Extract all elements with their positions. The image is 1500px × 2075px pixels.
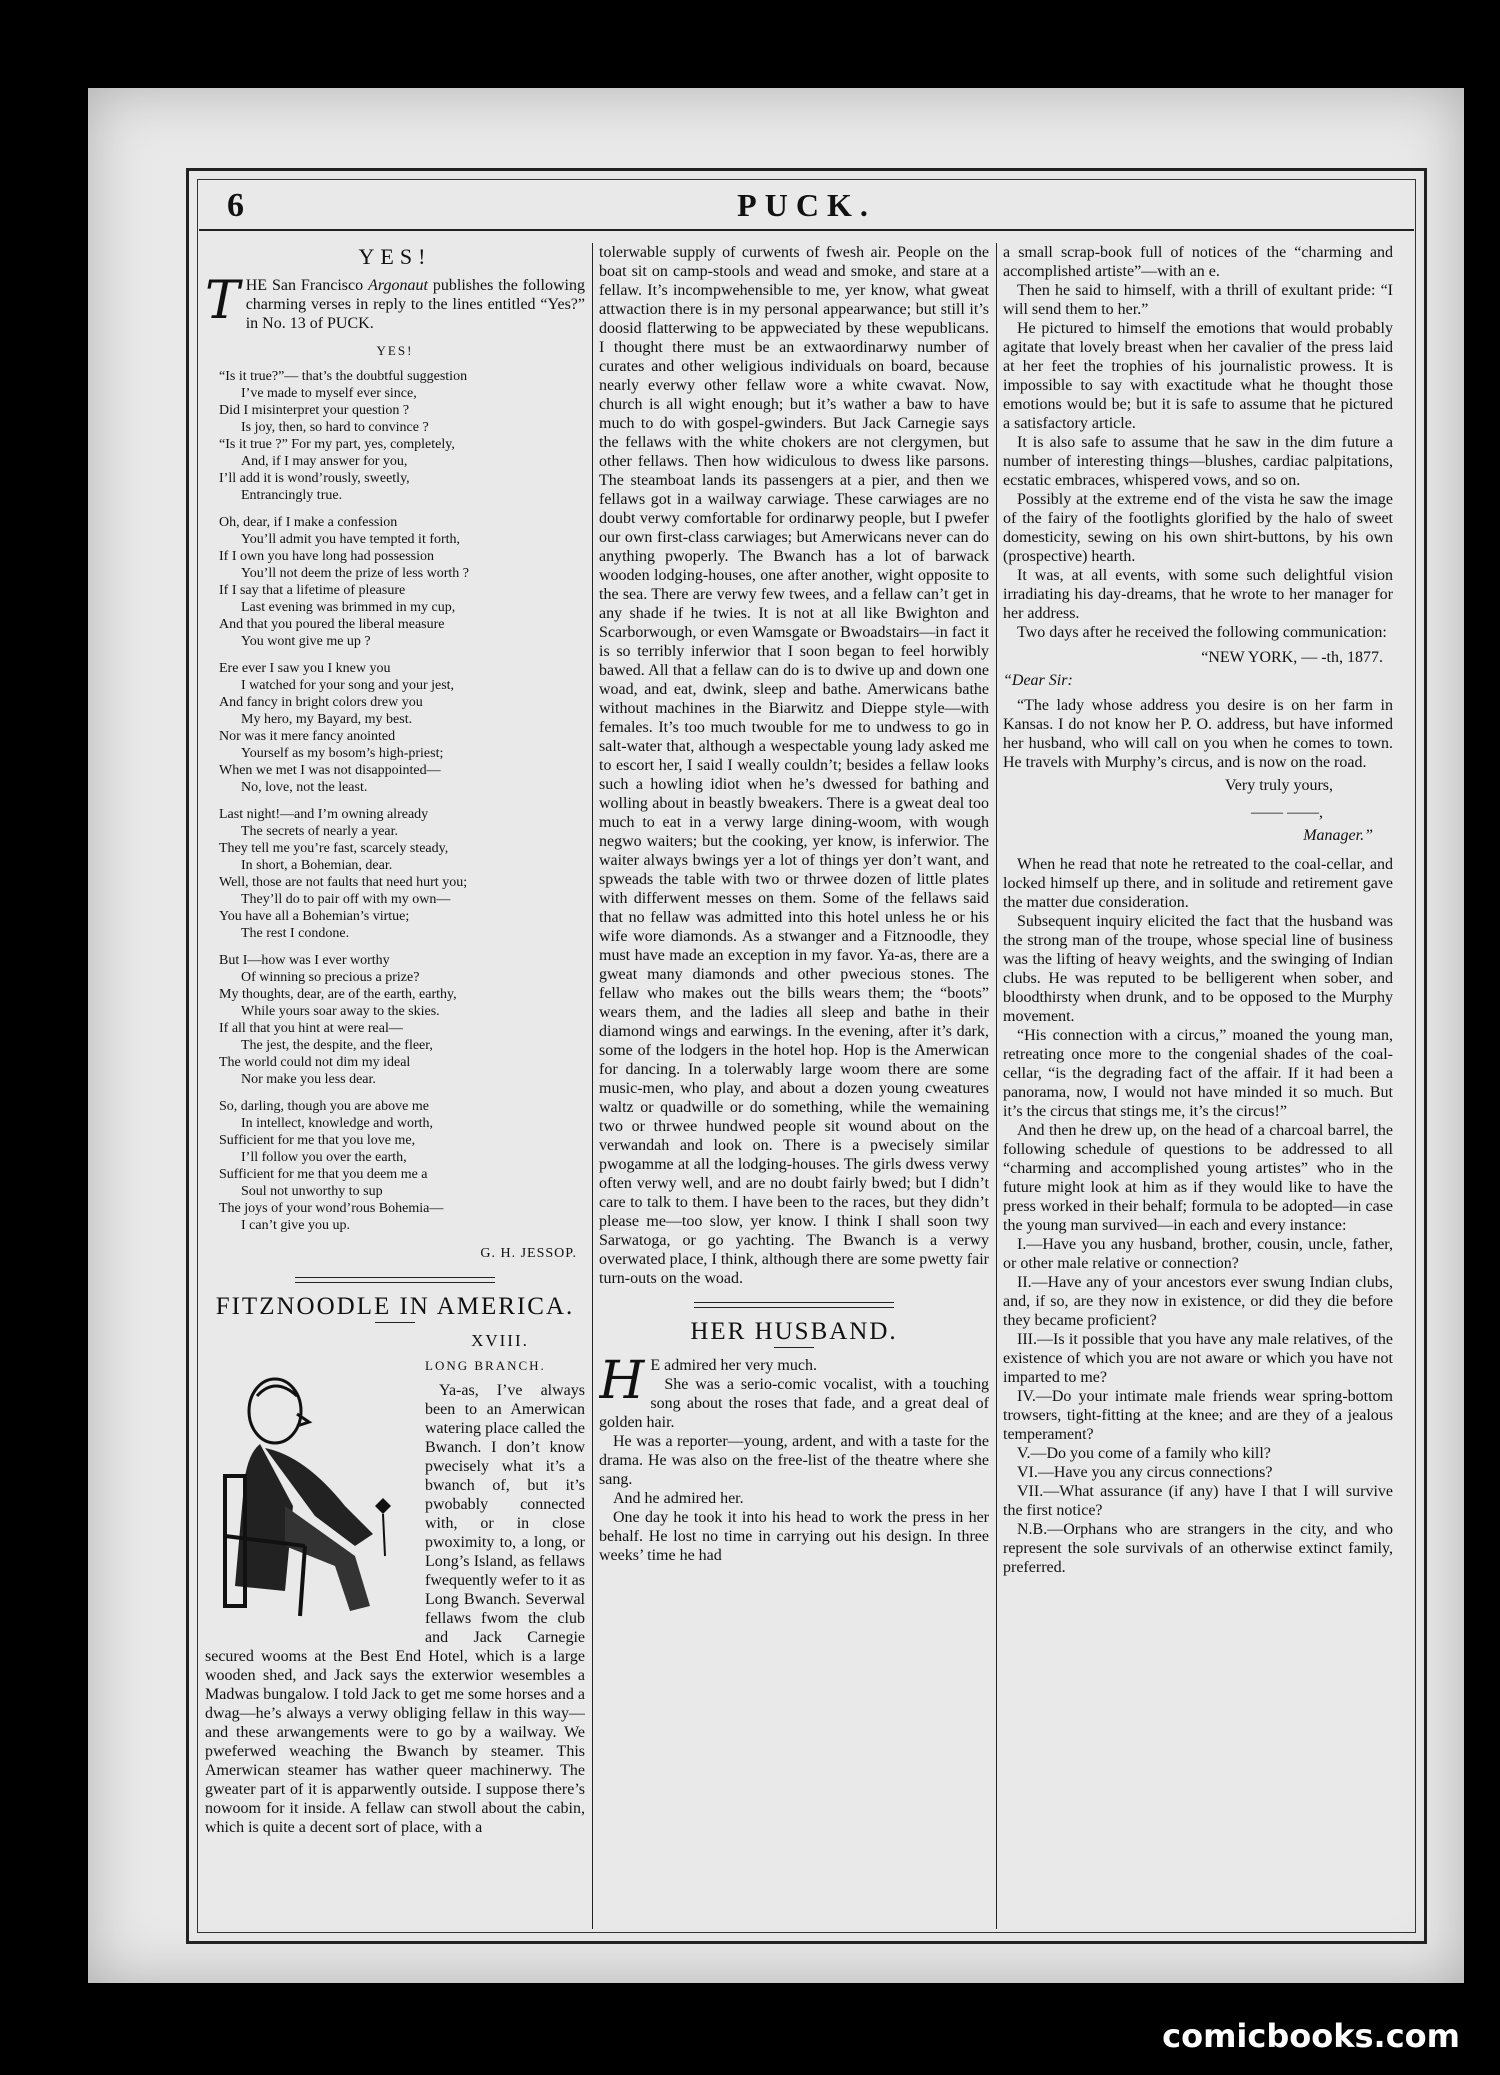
poem-title: YES! — [376, 343, 414, 358]
question-item: III.—Is it possible that you have any male relatives, of the existence of which you are not aware or which you have not imparted to me? — [1003, 1331, 1393, 1386]
poem-line: And, if I may answer for you, — [241, 454, 408, 469]
poem-line: You’ll admit you have tempted it forth, — [241, 532, 461, 547]
poem-line: I watched for your song and your jest, — [241, 678, 455, 693]
watermark: comicbooks.com — [1162, 2017, 1460, 2055]
poem-line: Sufficient for me that you deem me a — [219, 1167, 428, 1182]
masthead: PUCK. — [737, 187, 876, 223]
page-header — [199, 185, 1414, 231]
fitznoodle-illustration — [205, 1356, 415, 1626]
poem-line: Is joy, then, so hard to convince ? — [241, 420, 429, 435]
article-title-yes: YES! — [358, 244, 432, 269]
paragraph: When he read that note he retreated to the coal-cellar, and locked himself up there, and in solitude and retirement gave the matter due consideration. — [1003, 856, 1393, 911]
chapter-number: XVIII. — [471, 1331, 529, 1350]
paragraph: He was a reporter—young, ardent, and with a taste for the drama. He was also on the free-list of the theatre where she sang. — [599, 1433, 989, 1488]
paragraph: Subsequent inquiry elicited the fact that the husband was the strong man of the troupe, whose special line of business was the lifting of heavy weights, and the swinging of Indian clubs. He was reputed to be belligerent when sober, and bloodthirsty when drunk, and to be opposed to the Murphy movement. — [1003, 913, 1393, 1025]
page-border — [186, 168, 1427, 1944]
poem-line: You have all a Bohemian’s virtue; — [219, 909, 410, 924]
poem-stanza — [219, 1098, 585, 1234]
poem-line: Yourself as my bosom’s high-priest; — [241, 746, 444, 761]
poem-line: While yours soar away to the skies. — [241, 1004, 440, 1019]
column-rule — [592, 243, 593, 1929]
poem-line: If I say that a lifetime of pleasure — [219, 583, 406, 598]
poem-line: Entrancingly true. — [241, 488, 343, 503]
dropcap-t: T — [205, 271, 240, 331]
section-divider — [694, 1302, 894, 1308]
intro-text: publishes the following charming verses in reply to the lines entitled “Yes?” in No. 13 of PUCK. — [245, 277, 585, 332]
scanned-page — [88, 88, 1464, 1983]
column-left — [205, 243, 585, 1929]
poem-line: My hero, my Bayard, my best. — [241, 712, 413, 727]
her-husband-col2 — [599, 1351, 989, 1565]
poem-stanza — [219, 514, 585, 650]
paragraph: It was, at all events, with some such delightful vision irradiating his day-dreams, that he wrote to her manager for her address. — [1003, 567, 1393, 622]
poem-line: I’ve made to myself ever since, — [241, 386, 417, 401]
question-item: VI.—Have you any circus connections? — [1017, 1464, 1273, 1481]
paragraph-text: E admired her very much. — [650, 1357, 817, 1374]
poem-line: Sufficient for me that you love me, — [219, 1133, 416, 1148]
paragraph: a small scrap-book full of notices of the “charming and accomplished artiste”—with an e. — [1003, 244, 1393, 280]
letter-salutation: “Dear Sir: — [1003, 672, 1073, 689]
letter-dateline: “NEW YORK, — -th, 1877. — [1201, 649, 1383, 666]
letter-signature-blank: —— ——, — [1251, 804, 1323, 821]
poem-line: In short, a Bohemian, dear. — [241, 858, 393, 873]
poem-line: You’ll not deem the prize of less worth ? — [241, 566, 469, 581]
poem-line: Last evening was brimmed in my cup, — [241, 600, 456, 615]
paragraph: And then he drew up, on the head of a charcoal barrel, the following schedule of questions to be addressed to all “charming and accomplished young artistes” who in the future might look at him as if they would like to have the press worked in their behalf; formula to be adopted—in case the young man survived—in each and every instance: — [1003, 1122, 1393, 1234]
poem-stanza — [219, 368, 585, 504]
poem-line: Soul not unworthy to sup — [241, 1184, 383, 1199]
poem-line: “Is it true ?” For my part, yes, completely, — [219, 437, 455, 452]
poem-line: The secrets of nearly a year. — [241, 824, 399, 839]
poem-line: Well, those are not faults that need hurt you; — [219, 875, 468, 890]
poem-line: Of winning so precious a prize? — [241, 970, 420, 985]
poem-stanza — [219, 952, 585, 1088]
poem-line: The jest, the despite, and the fleer, — [241, 1038, 433, 1053]
poem-stanza — [219, 806, 585, 942]
poem-line: Last night!—and I’m owning already — [219, 807, 429, 822]
poem-line: I’ll follow you over the earth, — [241, 1150, 407, 1165]
article-title-her-husband: HER HUSBAND. — [690, 1318, 898, 1345]
column-rule — [996, 243, 997, 1929]
letter-closing: Very truly yours, — [1225, 777, 1333, 794]
poem-line: No, love, not the least. — [241, 780, 368, 795]
poem-line: The joys of your wond’rous Bohemia— — [219, 1201, 444, 1216]
poem-line: Nor was it mere fancy anointed — [219, 729, 396, 744]
short-rule — [375, 1322, 415, 1323]
poem-line: They tell me you’re fast, scarcely steady, — [219, 841, 449, 856]
poem-line: And fancy in bright colors drew you — [219, 695, 423, 710]
fitznoodle-figure-drawing — [205, 1356, 415, 1626]
letter-signature-title: Manager.” — [1303, 827, 1373, 844]
paragraph: Then he said to himself, with a thrill of exultant pride: “I will send them to her.” — [1003, 282, 1393, 318]
paragraph: One day he took it into his head to work the press in her behalf. He lost no time in carrying out his design. In three weeks’ time he had — [599, 1509, 989, 1564]
column-middle — [599, 243, 989, 1929]
question-item: IV.—Do your intimate male friends wear spring-bottom trowsers, tight-fitting at the knee; and are they of a jealous temperament? — [1003, 1388, 1393, 1443]
paragraph: It is also safe to assume that he saw in the dim future a number of interesting things—blushes, cardiac palpitations, ecstatic embraces, whispered vows, and so on. — [1003, 434, 1393, 489]
section-divider — [295, 1277, 495, 1283]
question-item: II.—Have any of your ancestors ever swung Indian clubs, and, if so, are they now in existence, or did they die before they became proficient? — [1003, 1274, 1393, 1329]
poem-line: The world could not dim my ideal — [219, 1055, 411, 1070]
poem-line: “Is it true?”— that’s the doubtful suggestion — [219, 369, 468, 384]
poem-line: Did I misinterpret your question ? — [219, 403, 410, 418]
poem-line: Oh, dear, if I make a confession — [219, 515, 398, 530]
poem-line: When we met I was not disappointed— — [219, 763, 441, 778]
fitznoodle-body-col2: tolerwable supply of curwents of fwesh air. People on the boat sit on camp-stools and wead and smoke, and stare at a fellaw. It’s incompwehensible to me, yer know, what gweat attwaction there is in my personal appearwance; but still it’s doosid flatterwing to be appweciated by these wepublicans. I thought there must be an extwaordinarwy number of curates and other weligious individuals on board, because nearly everwy other fellaw wore a white cwavat. Now, church is all wight enough; but it’s wather a baw to have much to do with gospel-gwinders. But Jack Carnegie says the fellaws with the white chokers are not clergymen, but other fellaws. Then how widiculous to dwess like parsons. The steamboat lands its passengers at a pier, and then we fellaws got in a wailway carwiage. These carwiages are no doubt verwy comfortable for ordinarwy people, but I pwefer our own first-class carwiages; but Amerwicans never can do anything pwoperly. The Bwanch has a lot of barwack wooden lodging-houses, one after another, wight opposite to the sea. There are verwy few twees, and a fellaw can’t get in any shade if he twies. It is not at all like Bwighton and Scarborwough, or even Wamsgate or Bwoadstairs—in fact it is so terribly inferwior that I soon began to feel horwibly bawed. All that a fellaw can do is to dwive up and down one woad, and eat, dwink, sleep and bathe. Amerwicans bathe without machines in the Biarwitz and Dieppe style—with females. It’s too much twouble for me to undwess to go in salt-water that, although a wespectable young lady asked me to escort her, I said I weally couldn’t; besides a fellaw looks such a howling idiot when he’s dwessed for bathing and wolling about in beastly bweakers. There is a gweat deal too much to eat in a verwy large dining-woom, with wough negwo waiters; but the cooking, yer know, is inferwior. The waiter always bwings yer a lot of things yer don’t want, and spweads the table with two or thrwee dozen of little plates with differwent messes on them. Some of the fellaws said that no fellaw was admitted into this hotel unless he or his wife wore diamonds. As a stwanger and a Fitznoodle, they must have made an exception in my favor. Ya-as, there are a gweat many diamonds and other pwecious stones. The fellaw who makes out the bills wears them; the “boots” wears them, and the ladies all sleep and bathe in their diamond wings and earwings. In the evening, after it’s dark, some of the lodgers in the hotel hop. Hop is the Amerwican for dancing. In a tolerwably large woom there are some music-men, who play, and about a dozen young cweatures waltz or quadwille or do something, while the wemaining two or thrwee hundwed people sit wound about on the verwandah and look on. There is a pwecisely similar pwogamme at all the lodging-houses. The girls dwess verwy often verwy well, and are no doubt fairly bwed; but I didn’t care to talk to them. I have been to the races, but they didn’t please me—too slow, yer know. I think I shall soon twy Sarwatoga, or go yachting. The Bwanch is a verwy overwated place, I think, although there are some pwetty fair turn-outs on the woad. — [599, 244, 989, 1287]
paragraph: She was a serio-comic vocalist, with a touching song about the roses that fade, and a great deal of golden hair. — [599, 1376, 989, 1431]
poem-line: They’ll do to pair off with my own— — [241, 892, 451, 907]
poem-line: Ere ever I saw you I knew you — [219, 661, 391, 676]
article-title-fitznoodle: FITZNOODLE IN AMERICA. — [215, 1293, 575, 1320]
poem-signature: G. H. JESSOP. — [480, 1246, 577, 1261]
poem-stanza — [219, 660, 585, 796]
question-item: I.—Have you any husband, brother, cousin, uncle, father, or other male relative or connection? — [1003, 1236, 1393, 1272]
fitznoodle-body-col1: Ya-as, I’ve always been to an Amerwican watering place called the Bwanch. I don’t know pwecisely what it’s a bwanch of, but it’s pwobably connected with, or in close pwoximity to, a long, or Long’s Island, as fellaws fwequently wefer to it as Long Bwanch. Severwal fellaws fwom the club and Jack Carnegie secured wooms at the Best End Hotel, which is a large wooden shed, and Jack says the exterwior wesembles a Madwas bungalow. I told Jack to get me some horses and a dwag—he’s always a verwy obliging fellaw in this way—and these arwangements were to go by a wailway. We pweferwed weaching the Bwanch by steamer. This Amerwican steamer has wather queer machinerwy. The gweater part of it is apparwently outside. I suppose there’s nowoom for it inside. A fellaw can stwoll about the cabin, which is quite a decent sort of place, with a — [205, 1382, 585, 1836]
question-item: N.B.—Orphans who are strangers in the city, and who represent the sole survivals of an otherwise extinct family, preferred. — [1003, 1521, 1393, 1576]
intro-text: HE San Francisco — [245, 277, 369, 294]
question-item: V.—Do you come of a family who kill? — [1017, 1445, 1271, 1462]
letter-body: “The lady whose address you desire is on her farm in Kansas. I do not know her P. O. address, but have informed her husband, who will call on you when he comes to town. He travels with Murphy’s circus, and is now on the road. — [1003, 697, 1393, 771]
poem — [219, 368, 585, 1234]
paragraph: Two days after he received the following communication: — [1017, 624, 1387, 641]
poem-line: I’ll add it is wond’rously, sweetly, — [219, 471, 410, 486]
short-rule — [774, 1347, 814, 1348]
poem-line: In intellect, knowledge and worth, — [241, 1116, 434, 1131]
paragraph: He pictured to himself the emotions that would probably agitate that lovely breast when her cavalier of the press laid at her feet the trophies of his journalistic prowess. It is impossible to say with exactitude what he thought those emotions would be; but it is safe to assume that he pictured a satisfactory article. — [1003, 320, 1393, 432]
paragraph: “His connection with a circus,” moaned the young man, retreating once more to the congenial shades of the coal-cellar, “is the degrading fact of the affair. If it had been a panorama, now, I would not have minded it so much. But it’s the circus that stings me, it’s the circus!” — [1003, 1027, 1393, 1120]
poem-line: But I—how was I ever worthy — [219, 953, 390, 968]
yes-intro — [205, 271, 585, 333]
poem-line: And that you poured the liberal measure — [219, 617, 445, 632]
poem-line: If all that you hint at were real— — [219, 1021, 403, 1036]
dropcap-h: H — [599, 1351, 645, 1411]
column-right — [1003, 243, 1393, 1929]
page-number: 6 — [227, 187, 244, 224]
poem-line: My thoughts, dear, are of the earth, earthy, — [219, 987, 457, 1002]
question-list — [1003, 1235, 1393, 1577]
paragraph: And he admired her. — [613, 1490, 744, 1507]
poem-line: I can’t give you up. — [241, 1218, 350, 1233]
fitznoodle-subtitle: LONG BRANCH. — [425, 1358, 546, 1373]
poem-line: If I own you have long had possession — [219, 549, 435, 564]
poem-line: So, darling, though you are above me — [219, 1099, 429, 1114]
question-item: VII.—What assurance (if any) have I that I will survive the first notice? — [1003, 1483, 1393, 1519]
poem-line: Nor make you less dear. — [241, 1072, 376, 1087]
poem-line: You wont give me up ? — [241, 634, 371, 649]
intro-italic: Argonaut — [368, 277, 428, 294]
poem-line: The rest I condone. — [241, 926, 350, 941]
paragraph: Possibly at the extreme end of the vista he saw the image of the fairy of the footlights glorified by the halo of sweet domesticity, sewing on his own shirt-buttons, by his own (prospective) hearth. — [1003, 491, 1393, 565]
